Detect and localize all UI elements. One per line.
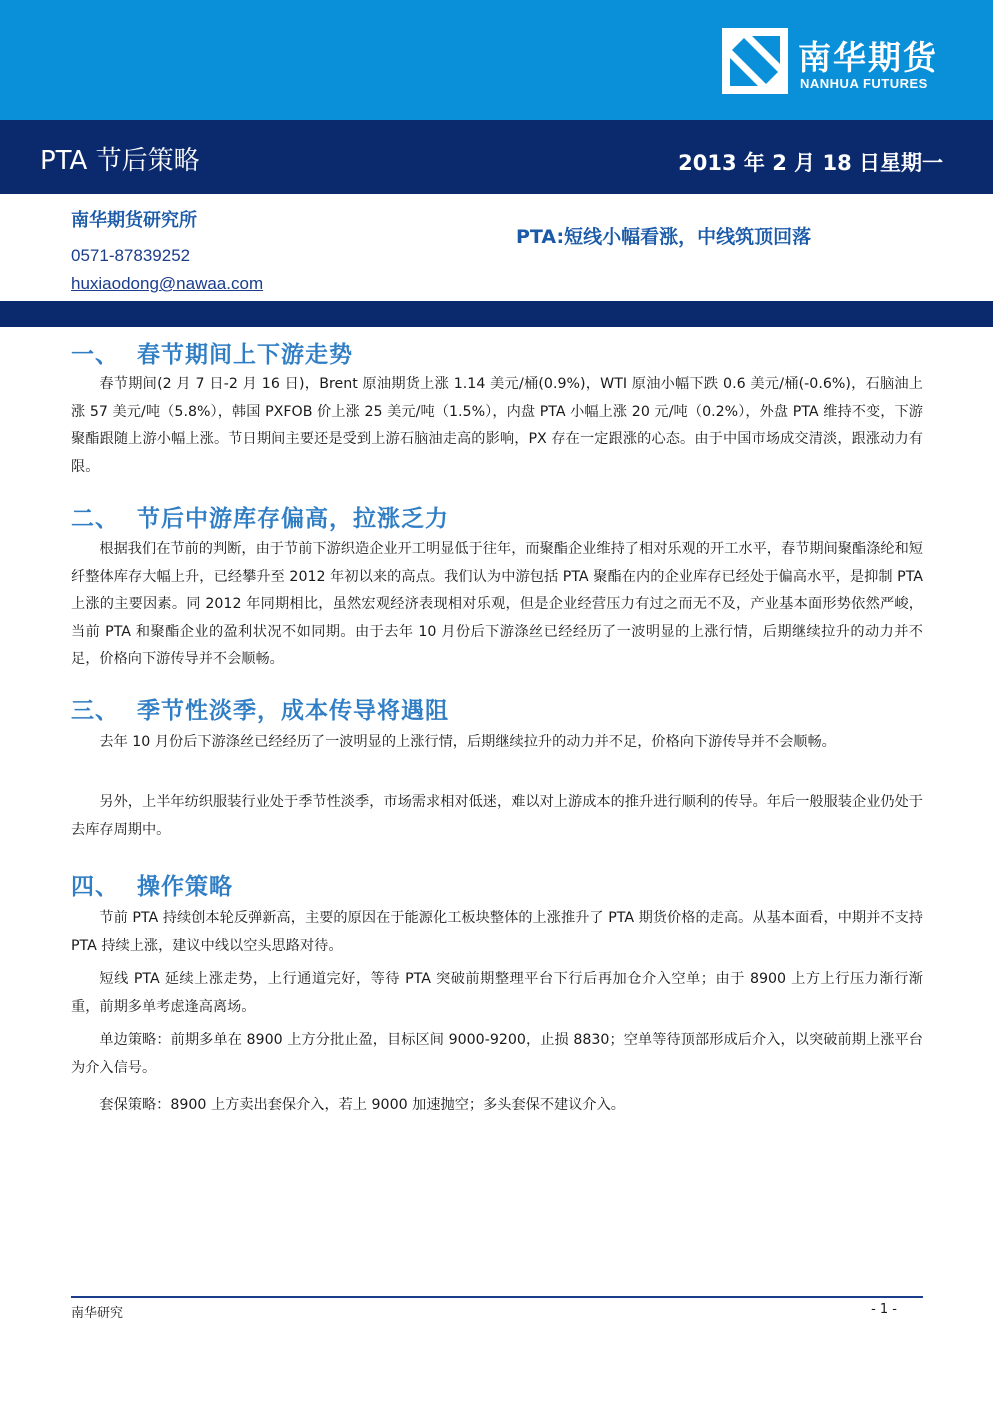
section-number: 二、	[71, 506, 119, 532]
separator-bar	[0, 301, 993, 327]
section-heading: 季节性淡季，成本传导将遇阻	[137, 698, 449, 724]
footer-label: 南华研究	[71, 1306, 124, 1321]
paragraph: 单边策略：前期多单在 8900 上方分批止盈，目标区间 9000-9200，止损 8830；空单等待顶部形成后介入，以突破前期上涨平台为介入信号。	[71, 1032, 923, 1076]
section-heading: 节后中游库存偏高，拉涨乏力	[137, 506, 449, 532]
paragraph: 春节期间(2 月 7 日-2 月 16 日)，Brent 原油期货上涨 1.14 美元/桶(0.9%)，WTI 原油小幅下跌 0.6 美元/桶(-0.6%)，石脑油上涨 57 美元/吨（5.8%），韩国 PXFOB 价上涨 25 美元/吨（1.5%），内盘 PTA 小幅上涨 20 元/吨（0.2%），外盘 PTA 维持不变，下游聚酯跟随上游小幅上涨。节日期间主要还是受到上游石脑油走高的影响，PX 存在一定跟涨的心态。由于中国市场成交清淡，跟涨动力有限。	[71, 376, 923, 475]
section-title	[71, 336, 353, 369]
section-number: 三、	[71, 698, 119, 724]
section-number: 一、	[71, 342, 119, 368]
section-title	[71, 692, 449, 725]
section-title	[71, 868, 233, 901]
report-date: 2013 年 2 月 18 日星期一	[678, 151, 943, 175]
footer-divider	[71, 1296, 923, 1298]
author-phone: 0571-87839252	[71, 246, 191, 265]
section-number: 四、	[71, 874, 119, 900]
nanhua-logo	[722, 22, 972, 102]
page-number: - 1 -	[871, 1302, 897, 1317]
paragraph: 另外，上半年纺织服装行业处于季节性淡季，市场需求相对低迷，难以对上游成本的推升进行顺利的传导。年后一般服装企业仍处于去库存周期中。	[71, 794, 923, 838]
paragraph: 去年 10 月份后下游涤丝已经经历了一波明显的上涨行情，后期继续拉升的动力并不足，价格向下游传导并不会顺畅。	[99, 734, 836, 750]
brand-name-en: NANHUA FUTURES	[800, 76, 928, 91]
nanhua-logo-mark-icon	[722, 28, 788, 94]
section-title	[71, 500, 449, 533]
paragraph: 短线 PTA 延续上涨走势，上行通道完好，等待 PTA 突破前期整理平台下行后再加仓介入空单；由于 8900 上方上行压力渐行渐重，前期多单考虑逢高离场。	[71, 971, 923, 1015]
brand-name-cn: 南华期货	[798, 38, 938, 77]
section-heading: 春节期间上下游走势	[137, 342, 353, 368]
report-headline: PTA:短线小幅看涨，中线筑顶回落	[516, 226, 812, 248]
paragraph: 节前 PTA 持续创本轮反弹新高，主要的原因在于能源化工板块整体的上涨推升了 PTA 期货价格的走高。从基本面看，中期并不支持 PTA 持续上涨，建议中线以空头思路对待。	[71, 910, 923, 954]
report-type: PTA 节后策略	[40, 146, 200, 176]
paragraph: 根据我们在节前的判断，由于节前下游织造企业开工明显低于往年，而聚酯企业维持了相对乐观的开工水平，春节期间聚酯涤纶和短纤整体库存大幅上升，已经攀升至 2012 年初以来的高点。我们认为中游包括 PTA 聚酯在内的企业库存已经处于偏高水平，是抑制 PTA 上涨的主要因素。同 2012 年同期相比，虽然宏观经济表现相对乐观，但是企业经营压力有过之而无不及，产业基本面形势依然严峻，当前 PTA 和聚酯企业的盈利状况不如同期。由于去年 10 月份后下游涤丝已经经历了一波明显的上涨行情，后期继续拉升的动力并不足，价格向下游传导并不会顺畅。	[71, 541, 923, 667]
paragraph: 套保策略：8900 上方卖出套保介入，若上 9000 加速抛空；多头套保不建议介入。	[99, 1097, 625, 1113]
author-institute: 南华期货研究所	[71, 210, 197, 231]
author-email-link[interactable]: huxiaodong@nawaa.com	[71, 274, 264, 293]
section-heading: 操作策略	[137, 874, 233, 900]
